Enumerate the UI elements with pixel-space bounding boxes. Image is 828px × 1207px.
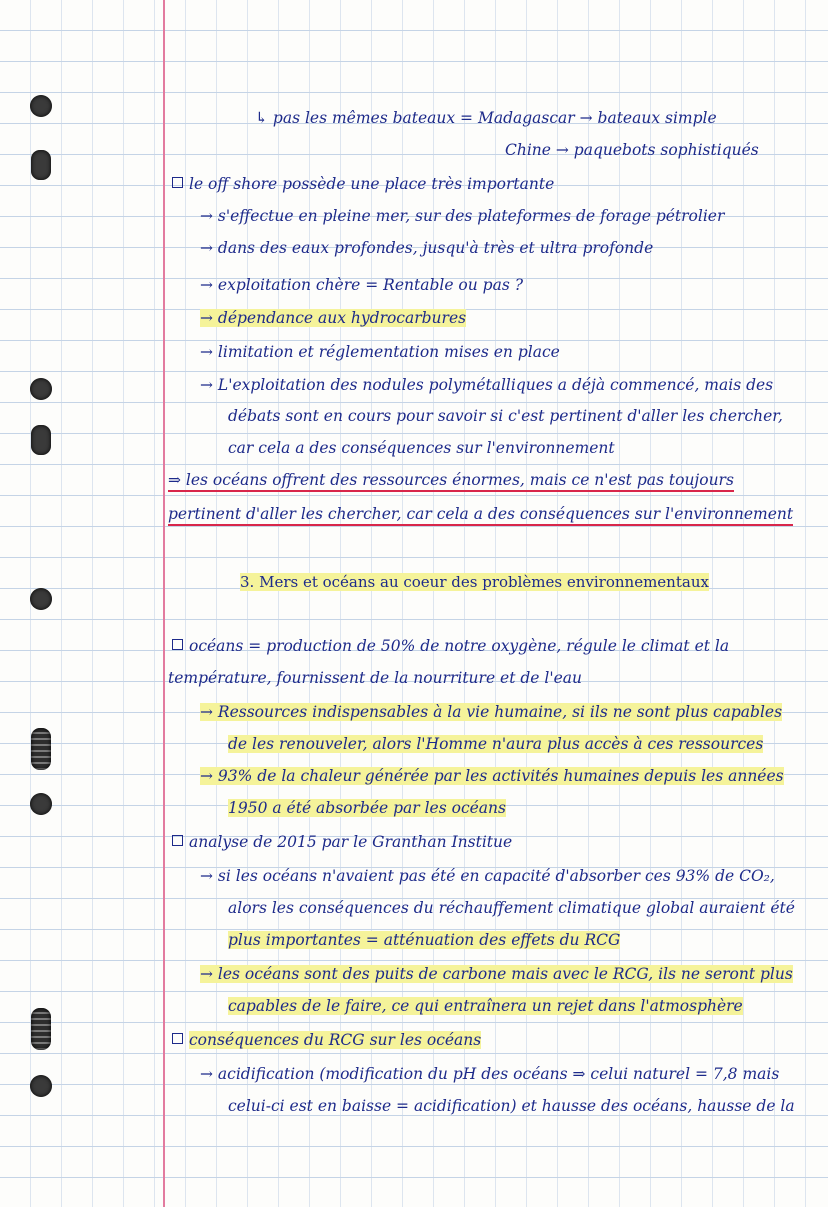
bullet-line: océans = production de 50% de notre oxygène, régule le climat et la [172, 636, 729, 656]
note-line: → acidification (modification du pH des océans ⇒ celui naturel = 7,8 mais [200, 1065, 780, 1083]
conclusion-line: ⇒ les océans offrent des ressources énormes, mais ce n'est pas toujours [168, 470, 734, 490]
note-line: → limitation et réglementation mises en place [200, 343, 560, 361]
bullet-line: conséquences du RCG sur les océans [172, 1030, 481, 1050]
note-line: → Ressources indispensables à la vie humaine, si ils ne sont plus capables [200, 703, 783, 721]
checkbox-bullet-icon [172, 177, 183, 188]
note-line: capables de le faire, ce qui entraînera un rejet dans l'atmosphère [228, 997, 743, 1015]
note-line: → exploitation chère = Rentable ou pas ? [200, 276, 524, 294]
note-line: → les océans sont des puits de carbone mais avec le RCG, ils ne seront plus [200, 965, 793, 983]
note-line: → dans des eaux profondes, jusqu'à très et ultra profonde [200, 239, 654, 257]
binder-hole [30, 378, 52, 400]
note-line: de les renouveler, alors l'Homme n'aura plus accès à ces ressources [228, 735, 764, 753]
binder-hole [30, 1075, 52, 1097]
binder-hole [31, 150, 51, 180]
note-line: alors les conséquences du réchauffement climatique global auraient été [228, 899, 795, 917]
binder-hole [30, 95, 52, 117]
note-line: → 93% de la chaleur générée par les activités humaines depuis les années [200, 767, 784, 785]
note-line: plus importantes = atténuation des effets du RCG [228, 931, 621, 949]
binder-hole [31, 728, 51, 770]
bullet-line: le off shore possède une place très importante [172, 174, 554, 194]
checkbox-bullet-icon [172, 1033, 183, 1044]
note-line: débats sont en cours pour savoir si c'est pertinent d'aller les chercher, [228, 407, 783, 425]
checkbox-bullet-icon [172, 639, 183, 650]
section-heading: 3. Mers et océans au coeur des problèmes environnementaux [240, 573, 709, 591]
binder-hole [31, 1008, 51, 1050]
note-line: Chine → paquebots sophistiqués [505, 141, 759, 159]
binder-hole [30, 793, 52, 815]
bullet-line: analyse de 2015 par le Granthan Institue [172, 832, 512, 852]
note-line: ↳ pas les mêmes bateaux = Madagascar → bateaux simple [255, 109, 717, 127]
note-line: car cela a des conséquences sur l'environnement [228, 439, 615, 457]
note-line: → dépendance aux hydrocarbures [200, 309, 467, 327]
note-line: → L'exploitation des nodules polymétalliques a déjà commencé, mais des [200, 376, 774, 394]
binder-hole [30, 588, 52, 610]
note-line: celui-ci est en baisse = acidification) et hausse des océans, hausse de la [228, 1097, 795, 1115]
checkbox-bullet-icon [172, 835, 183, 846]
note-line: → si les océans n'avaient pas été en capacité d'absorber ces 93% de CO₂, [200, 867, 775, 885]
conclusion-line: pertinent d'aller les chercher, car cela a des conséquences sur l'environnement [168, 504, 793, 524]
note-line: température, fournissent de la nourriture et de l'eau [168, 669, 583, 687]
note-line: → s'effectue en pleine mer, sur des plateformes de forage pétrolier [200, 207, 725, 225]
binder-hole [31, 425, 51, 455]
note-line: 1950 a été absorbée par les océans [228, 799, 506, 817]
margin-line [163, 0, 165, 1207]
